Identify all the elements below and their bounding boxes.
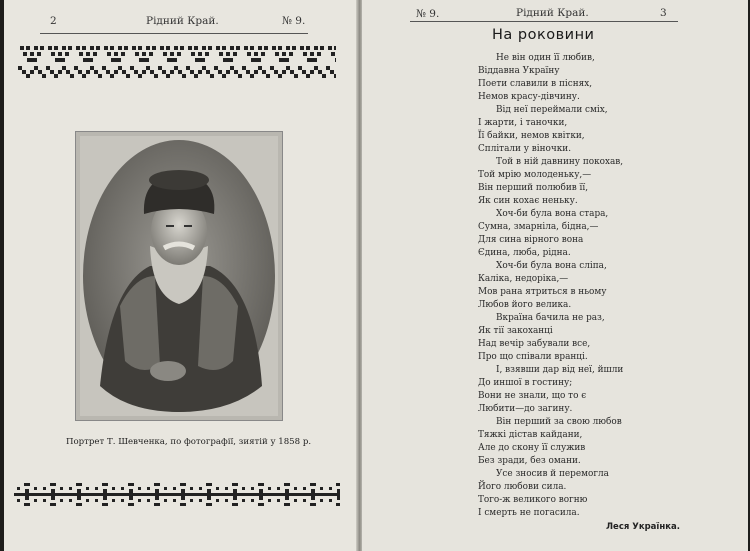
poem-line: Його любови сила. bbox=[478, 482, 567, 492]
poem-line: Того-ж великого вогню bbox=[478, 495, 588, 505]
poem-line: І, взявши дар від неї, йшли bbox=[496, 365, 624, 375]
poem-line: Її байки, немов квітки, bbox=[478, 131, 585, 141]
poem-line: Без зради, без омани. bbox=[478, 456, 581, 466]
right-issue-number: № 9. bbox=[416, 8, 440, 20]
left-issue-number: № 9. bbox=[282, 15, 306, 27]
poem-line: Той в ній давнину покохав, bbox=[496, 157, 624, 167]
poem-line: Він перший полюбив її, bbox=[478, 183, 589, 193]
poem-line: Сумна, змарніла, бідна,— bbox=[478, 222, 599, 232]
portrait-frame bbox=[75, 131, 283, 421]
right-running-title: Рідний Край. bbox=[516, 7, 589, 19]
embroidery-ornament-top bbox=[18, 44, 336, 82]
poem-line: Про що співали вранці. bbox=[478, 352, 588, 362]
poem-line: Для сина вірного вона bbox=[478, 235, 584, 245]
poem-line: Віддавна Україну bbox=[478, 66, 560, 76]
poem-line: Тяжкі дістав кайдани, bbox=[478, 430, 583, 440]
poem-line: Але до скону її служив bbox=[478, 443, 586, 453]
poem-line: До иншої в гостину; bbox=[478, 378, 573, 388]
poem-line: Вкраїна бачила не раз, bbox=[496, 313, 605, 323]
poem-signature: Леся Українка. bbox=[606, 522, 680, 532]
poem-line: Вони не знали, що то є bbox=[478, 391, 587, 401]
embroidery-ornament-bottom bbox=[14, 480, 340, 510]
poem-line: Не він один її любив, bbox=[496, 53, 595, 63]
poem-line: Сплітали у віночки. bbox=[478, 144, 572, 154]
poem-line: Любити—до загину. bbox=[478, 404, 573, 414]
portrait-photo bbox=[80, 136, 278, 416]
poem-line: І жарти, і таночки, bbox=[478, 118, 568, 128]
portrait-caption: Портрет Т. Шевченка, по фотографії, зиятій у 1858 р. bbox=[66, 437, 312, 447]
poem-line: Хоч-би була вона стара, bbox=[496, 209, 609, 219]
poem-line: Поети славили в піснях, bbox=[478, 79, 593, 89]
poem-line: Від неї переймали сміх, bbox=[496, 105, 608, 115]
poem-line: Як тії закоханці bbox=[478, 326, 553, 336]
poem-line: Любов його велика. bbox=[478, 300, 572, 310]
right-page-number: 3 bbox=[660, 7, 667, 19]
poem-title: На роковини bbox=[492, 27, 595, 43]
poem-line: Він перший за свою любов bbox=[496, 417, 622, 427]
poem-line: Хоч-би була вона сліпа, bbox=[496, 261, 607, 271]
poem-line: Над вечір забували все, bbox=[478, 339, 591, 349]
poem-line: Усе зносив й перемогла bbox=[496, 469, 609, 479]
poem-line: Немов красу-дівчину. bbox=[478, 92, 580, 102]
poem-line: Каліка, недоріка,— bbox=[478, 274, 569, 284]
right-header-rule bbox=[410, 21, 678, 22]
poem-line: Єдина, люба, рідна. bbox=[478, 248, 571, 258]
poem-line: Той мрію молоденьку,— bbox=[478, 170, 592, 180]
poem-line: І смерть не погасила. bbox=[478, 508, 580, 518]
poem-line: Як син кохає неньку. bbox=[478, 196, 578, 206]
poem-line: Мов рана ятриться в ньому bbox=[478, 287, 607, 297]
left-running-title: Рідний Край. bbox=[146, 15, 219, 27]
left-page-number: 2 bbox=[50, 15, 57, 27]
left-header-rule bbox=[40, 33, 308, 34]
